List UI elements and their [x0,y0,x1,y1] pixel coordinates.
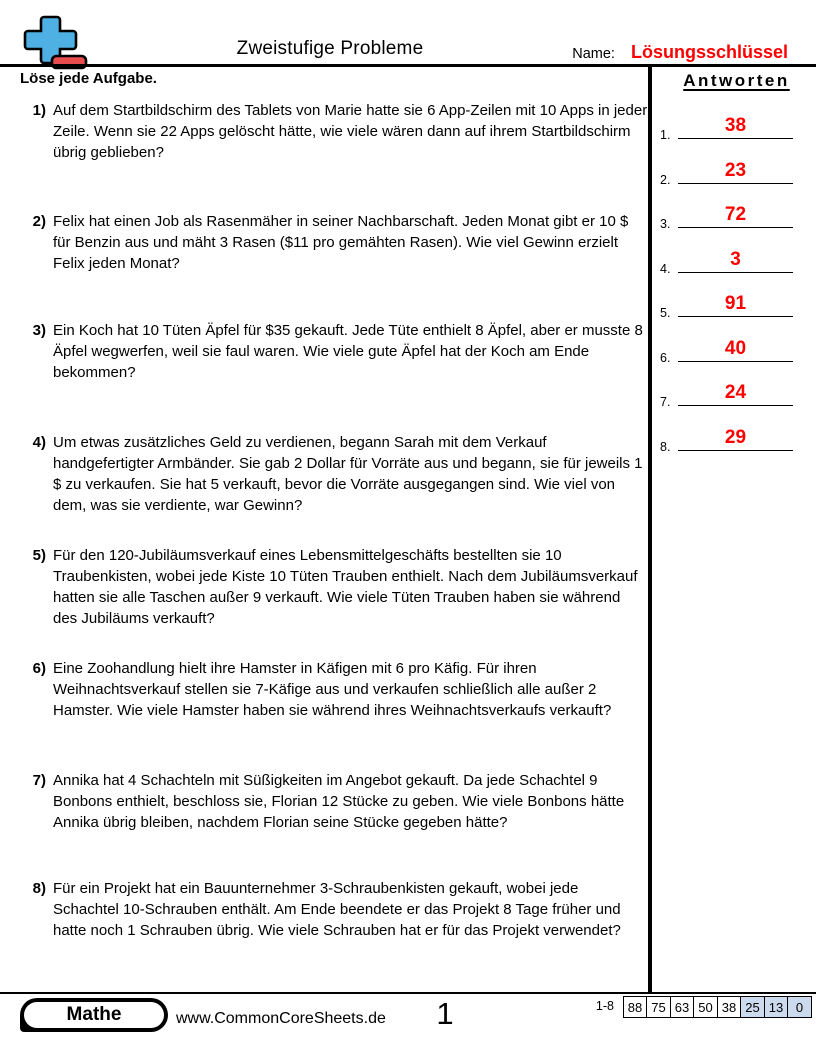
score-cell: 75 [646,996,671,1018]
answer-number: 6. [660,351,671,365]
answer-number: 1. [660,128,671,142]
answer-number: 3. [660,217,671,231]
score-strip [596,996,812,1018]
problem-number: 4) [32,434,46,451]
name-row [572,42,788,63]
problem-number: 6) [32,660,46,677]
answer-row-8 [655,423,816,454]
problem-5 [20,545,648,629]
name-label: Name: [572,46,615,62]
page-number: 1 [436,996,454,1031]
score-cell: 88 [623,996,648,1018]
problem-number: 3) [32,322,46,339]
answer-number: 5. [660,306,671,320]
answers-title: Antworten [683,71,790,90]
score-range-label: 1-8 [595,999,614,1013]
problem-number: 1) [32,102,46,119]
problem-6 [20,658,648,721]
problems-list [20,92,648,992]
answer-number: 7. [660,395,671,409]
score-cell: 0 [787,996,812,1018]
problem-number: 8) [32,880,46,897]
answer-number: 2. [660,173,671,187]
problem-text: Für ein Projekt hat ein Bauunternehmer 3-Schraubenkisten gekauft, wobei jede Schachtel 10-Schrauben enthält. Am Ende beendete er das Projekt 8 Tage früher und hatte noch 1 Schrauben übrig. Wie viele Schrauben hat er für das Projekt verwendet? [53,880,621,939]
answer-key-label: Lösungsschlüssel [630,42,788,62]
subject-badge [20,998,168,1032]
score-table [624,996,812,1018]
answer-value: 72 [678,204,793,228]
problem-number: 7) [32,772,46,789]
problem-2 [20,211,648,274]
problem-text: Eine Zoohandlung hielt ihre Hamster in Käfigen mit 6 pro Käfig. Für ihren Weihnachtsverkauf stellen sie 7-Käfige aus und verkaufen schließlich alle außer 2 Hamster. Wie viele Hamster haben sie während ihres Weihnachtsverkaufs verkauft? [53,660,612,719]
page-title: Zweistufige Probleme [236,38,424,59]
answer-number: 8. [660,440,671,454]
answer-value: 29 [678,427,793,451]
problem-7 [20,770,648,833]
answers-panel [655,66,816,992]
problem-text: Um etwas zusätzliches Geld zu verdienen, begann Sarah mit dem Verkauf handgefertigter Armbänder. Sie gab 2 Dollar für Vorräte aus und begann, sie für jeweils 1 $ zu verkaufen. Sie hat 5 verkauft, bevor die Vorräte ausgegangen sind. Wie viel von dem, was sie verdiente, war Gewinn? [53,434,643,514]
answer-value: 23 [678,160,793,184]
answer-row-2 [655,156,816,187]
answer-value: 3 [678,249,793,273]
answer-value: 38 [678,115,793,139]
problem-text: Ein Koch hat 10 Tüten Äpfel für $35 gekauft. Jede Tüte enthielt 8 Äpfel, aber er musste 8 Äpfel wegwerfen, weil sie faul waren. Wie viele gute Äpfel hat der Koch am Ende bekommen? [53,322,643,381]
answer-row-5 [655,289,816,320]
problem-text: Annika hat 4 Schachteln mit Süßigkeiten im Angebot gekauft. Da jede Schachtel 9 Bonbons enthielt, beschloss sie, Florian 12 Stücke zu geben. Wie viele Bonbons hätte Annika übrig bleiben, nachdem Florian seine Stücke gegeben hätte? [53,772,625,831]
problem-4 [20,432,648,516]
problem-8 [20,878,648,941]
answer-value: 24 [678,382,793,406]
website-url: www.CommonCoreSheets.de [176,1010,386,1027]
answer-row-6 [655,334,816,365]
problem-number: 5) [32,547,46,564]
answers-panel-divider [648,67,652,992]
answer-row-7 [655,378,816,409]
answer-row-1 [655,111,816,142]
problem-text: Auf dem Startbildschirm des Tablets von Marie hatte sie 6 App-Zeilen mit 10 Apps in jeder Zeile. Wenn sie 22 Apps gelöscht hätte, wie viele wären dann auf ihrem Startbildschirm übrig geblieben? [53,102,648,161]
problem-text: Felix hat einen Job als Rasenmäher in seiner Nachbarschaft. Jeden Monat gibt er 10 $ für Benzin aus und mäht 3 Rasen ($11 pro gemähten Rasen). Wie viel Gewinn erzielt Felix jeden Monat? [53,213,629,272]
answer-value: 91 [678,293,793,317]
answer-row-3 [655,200,816,231]
answer-row-4 [655,245,816,276]
problem-1 [20,100,648,163]
score-cell: 38 [717,996,742,1018]
score-cell: 13 [764,996,789,1018]
problem-3 [20,320,648,383]
problem-text: Für den 120-Jubiläumsverkauf eines Lebensmittelgeschäfts bestellten sie 10 Traubenkisten, wobei jede Kiste 10 Tüten Trauben enthielt. Nach dem Jubiläumsverkauf hatten sie alle Taschen außer 9 verkauft. Wie viele Tüten Trauben haben sie während des Jubiläums verkauft? [53,547,638,627]
footer-divider [0,992,816,994]
score-cell: 50 [693,996,718,1018]
answer-number: 4. [660,262,671,276]
score-cell: 25 [740,996,765,1018]
instruction-text: Löse jede Aufgabe. [20,70,157,87]
score-cell: 63 [670,996,695,1018]
subject-label: Mathe [24,1002,164,1028]
problem-number: 2) [32,213,46,230]
answer-value: 40 [678,338,793,362]
